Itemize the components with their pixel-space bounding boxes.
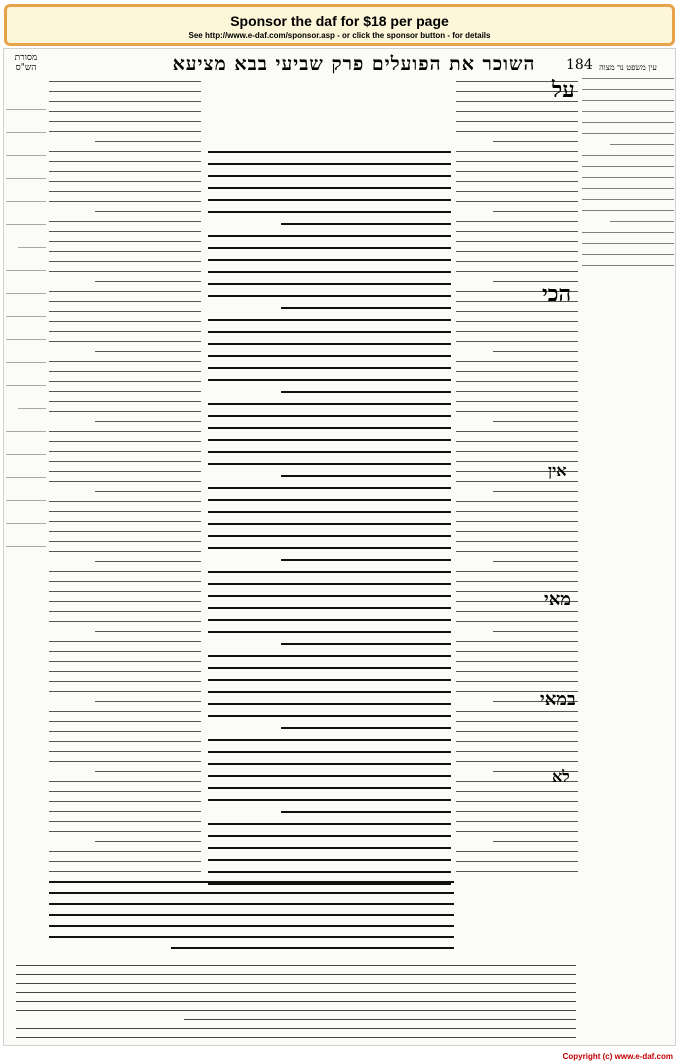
text-line	[49, 811, 201, 812]
text-line	[208, 379, 451, 381]
text-line	[208, 211, 451, 213]
talmud-page	[3, 48, 676, 1046]
text-line	[456, 761, 578, 762]
text-line	[208, 799, 451, 801]
text-line	[582, 111, 674, 112]
text-line	[6, 546, 46, 547]
text-line	[49, 121, 201, 122]
text-line	[456, 331, 578, 332]
text-line	[49, 621, 201, 622]
text-line	[208, 499, 451, 501]
text-line	[456, 721, 578, 722]
text-line	[456, 451, 578, 452]
text-line	[49, 361, 201, 362]
text-line	[208, 763, 451, 765]
text-line	[49, 671, 201, 672]
text-line	[582, 78, 674, 79]
text-line	[456, 751, 578, 752]
text-line	[49, 791, 201, 792]
text-line	[456, 431, 578, 432]
text-line	[582, 89, 674, 90]
text-line	[208, 415, 451, 417]
text-line	[6, 339, 46, 340]
text-line	[610, 144, 674, 145]
text-line	[49, 151, 201, 152]
text-line	[49, 411, 201, 412]
text-line	[49, 591, 201, 592]
text-line	[49, 861, 201, 862]
text-line	[456, 271, 578, 272]
text-line	[456, 231, 578, 232]
text-line	[208, 691, 451, 693]
text-line	[493, 351, 578, 352]
text-line	[49, 571, 201, 572]
text-line	[456, 621, 578, 622]
text-line	[208, 355, 451, 357]
text-line	[49, 391, 201, 392]
text-line	[49, 171, 201, 172]
text-line	[49, 871, 201, 872]
text-line	[281, 223, 451, 225]
text-line	[49, 501, 201, 502]
text-line	[456, 541, 578, 542]
text-line	[49, 221, 201, 222]
text-line	[456, 381, 578, 382]
gemara-column	[208, 151, 451, 916]
text-line	[582, 100, 674, 101]
text-line	[456, 861, 578, 862]
opening-word-mai: מאי	[544, 589, 571, 610]
text-line	[49, 601, 201, 602]
text-line	[281, 643, 451, 645]
text-line	[49, 651, 201, 652]
text-line	[456, 131, 578, 132]
running-header: השוכר את הפועלים פרק שביעי בבא מציעא	[172, 53, 536, 75]
text-line	[49, 925, 454, 927]
text-line	[6, 201, 46, 202]
text-line	[456, 371, 578, 372]
text-line	[16, 1001, 576, 1002]
text-line	[49, 711, 201, 712]
text-line	[49, 101, 201, 102]
text-line	[16, 1028, 576, 1029]
text-line	[49, 191, 201, 192]
text-line	[49, 541, 201, 542]
text-line	[6, 270, 46, 271]
text-line	[49, 301, 201, 302]
text-line	[49, 661, 201, 662]
text-line	[49, 914, 454, 916]
text-line	[208, 199, 451, 201]
text-line	[49, 131, 201, 132]
text-line	[456, 831, 578, 832]
text-line	[6, 500, 46, 501]
text-line	[49, 761, 201, 762]
text-line	[493, 211, 578, 212]
text-line	[49, 531, 201, 532]
text-line	[582, 265, 674, 266]
text-line	[281, 811, 451, 813]
text-line	[6, 431, 46, 432]
text-line	[456, 321, 578, 322]
text-line	[49, 471, 201, 472]
text-line	[582, 166, 674, 167]
text-line	[49, 521, 201, 522]
text-line	[456, 531, 578, 532]
text-line	[456, 731, 578, 732]
text-line	[49, 431, 201, 432]
text-line	[6, 293, 46, 294]
text-line	[49, 892, 454, 894]
text-line	[208, 547, 451, 549]
text-line	[49, 321, 201, 322]
text-line	[49, 721, 201, 722]
text-line	[49, 251, 201, 252]
text-line	[493, 421, 578, 422]
text-line	[16, 965, 576, 966]
text-line	[6, 523, 46, 524]
text-line	[95, 141, 201, 142]
text-line	[456, 821, 578, 822]
text-line	[49, 731, 201, 732]
text-line	[456, 311, 578, 312]
text-line	[208, 451, 451, 453]
text-line	[582, 155, 674, 156]
text-line	[95, 631, 201, 632]
text-line	[49, 331, 201, 332]
sponsor-banner[interactable]	[4, 4, 675, 46]
text-line	[208, 343, 451, 345]
text-line	[6, 385, 46, 386]
text-line	[456, 201, 578, 202]
text-line	[493, 141, 578, 142]
text-line	[208, 187, 451, 189]
text-line	[49, 741, 201, 742]
text-line	[49, 81, 201, 82]
text-line	[208, 859, 451, 861]
text-line	[456, 121, 578, 122]
text-line	[16, 992, 576, 993]
footer-commentary-block	[16, 965, 576, 1045]
text-line	[49, 181, 201, 182]
text-line	[49, 551, 201, 552]
text-line	[6, 132, 46, 133]
text-line	[456, 161, 578, 162]
text-line	[208, 703, 451, 705]
rashi-column	[456, 81, 578, 881]
text-line	[208, 715, 451, 717]
opening-word-la: לא	[552, 767, 570, 786]
text-line	[49, 881, 454, 883]
ein-mishpat-label: עין משפט נר מצוה	[599, 63, 657, 72]
masoret-margin-column	[6, 109, 46, 709]
text-line	[456, 521, 578, 522]
opening-word-eyn: אין	[548, 461, 567, 480]
text-line	[49, 611, 201, 612]
text-line	[456, 111, 578, 112]
text-line	[493, 631, 578, 632]
text-line	[49, 781, 201, 782]
text-line	[49, 451, 201, 452]
text-line	[208, 163, 451, 165]
text-line	[456, 741, 578, 742]
text-line	[281, 475, 451, 477]
text-line	[95, 491, 201, 492]
text-line	[49, 371, 201, 372]
text-line	[582, 243, 674, 244]
text-line	[281, 559, 451, 561]
text-line	[208, 595, 451, 597]
ein-mishpat-column	[582, 63, 674, 273]
text-line	[6, 178, 46, 179]
text-line	[16, 1037, 576, 1038]
text-line	[6, 155, 46, 156]
text-line	[18, 247, 46, 248]
text-line	[456, 411, 578, 412]
text-line	[49, 111, 201, 112]
text-line	[208, 511, 451, 513]
text-line	[281, 727, 451, 729]
text-line	[171, 947, 455, 949]
text-line	[16, 983, 576, 984]
text-line	[49, 691, 201, 692]
text-line	[456, 341, 578, 342]
text-line	[49, 311, 201, 312]
text-line	[6, 454, 46, 455]
text-line	[49, 241, 201, 242]
text-line	[6, 224, 46, 225]
text-line	[582, 177, 674, 178]
text-line	[49, 91, 201, 92]
text-line	[49, 851, 201, 852]
text-line	[49, 261, 201, 262]
masoret-hashas-label: מסורת הש"ס	[14, 53, 38, 73]
text-line	[208, 655, 451, 657]
text-line	[208, 283, 451, 285]
text-line	[49, 201, 201, 202]
text-line	[49, 341, 201, 342]
text-line	[49, 441, 201, 442]
text-line	[208, 583, 451, 585]
text-line	[49, 903, 454, 905]
text-line	[95, 211, 201, 212]
text-line	[49, 271, 201, 272]
text-line	[95, 421, 201, 422]
text-line	[49, 381, 201, 382]
text-line	[208, 847, 451, 849]
daf-number: 184	[566, 57, 593, 73]
text-line	[281, 307, 451, 309]
text-line	[6, 109, 46, 110]
text-line	[493, 841, 578, 842]
text-line	[208, 319, 451, 321]
text-line	[49, 401, 201, 402]
text-line	[49, 291, 201, 292]
text-line	[49, 461, 201, 462]
text-line	[49, 511, 201, 512]
text-line	[208, 175, 451, 177]
text-line	[456, 481, 578, 482]
text-line	[49, 681, 201, 682]
text-line	[456, 171, 578, 172]
text-line	[456, 151, 578, 152]
text-line	[49, 831, 201, 832]
text-line	[208, 823, 451, 825]
text-line	[6, 362, 46, 363]
gemara-bottom-block	[49, 881, 454, 961]
text-line	[493, 491, 578, 492]
text-line	[208, 871, 451, 873]
text-line	[49, 641, 201, 642]
text-line	[208, 151, 451, 153]
opening-word-bemai: במאי	[540, 689, 576, 710]
text-line	[208, 367, 451, 369]
text-line	[456, 791, 578, 792]
text-line	[208, 739, 451, 741]
text-line	[208, 631, 451, 633]
text-line	[49, 231, 201, 232]
text-line	[456, 711, 578, 712]
text-line	[456, 391, 578, 392]
text-line	[456, 611, 578, 612]
text-line	[456, 221, 578, 222]
text-line	[208, 331, 451, 333]
text-line	[184, 1019, 576, 1020]
text-line	[456, 851, 578, 852]
text-line	[208, 259, 451, 261]
text-line	[208, 235, 451, 237]
text-line	[208, 403, 451, 405]
text-line	[456, 801, 578, 802]
text-line	[208, 523, 451, 525]
text-line	[493, 561, 578, 562]
text-line	[456, 551, 578, 552]
text-line	[208, 439, 451, 441]
text-line	[208, 463, 451, 465]
text-line	[208, 535, 451, 537]
text-line	[208, 487, 451, 489]
text-line	[208, 247, 451, 249]
text-line	[456, 871, 578, 872]
text-line	[208, 787, 451, 789]
text-line	[18, 408, 46, 409]
text-line	[208, 679, 451, 681]
text-line	[208, 571, 451, 573]
opening-word-al: על	[552, 77, 575, 103]
text-line	[456, 181, 578, 182]
text-line	[456, 241, 578, 242]
text-line	[16, 974, 576, 975]
text-line	[49, 581, 201, 582]
text-line	[456, 661, 578, 662]
copyright-text: Copyright (c) www.e-daf.com	[562, 1052, 673, 1061]
text-line	[456, 511, 578, 512]
text-line	[95, 561, 201, 562]
text-line	[208, 427, 451, 429]
text-line	[582, 232, 674, 233]
text-line	[95, 281, 201, 282]
text-line	[610, 221, 674, 222]
text-line	[208, 835, 451, 837]
text-line	[456, 251, 578, 252]
text-line	[49, 751, 201, 752]
text-line	[281, 391, 451, 393]
text-line	[49, 161, 201, 162]
text-line	[582, 254, 674, 255]
opening-word-hachi: הכי	[542, 281, 572, 307]
text-line	[208, 607, 451, 609]
text-line	[95, 701, 201, 702]
text-line	[16, 1010, 576, 1011]
text-line	[456, 401, 578, 402]
text-line	[456, 681, 578, 682]
text-line	[208, 667, 451, 669]
text-line	[208, 295, 451, 297]
text-line	[456, 671, 578, 672]
tosafot-column	[49, 81, 201, 881]
text-line	[208, 271, 451, 273]
text-line	[95, 351, 201, 352]
text-line	[582, 199, 674, 200]
text-line	[95, 771, 201, 772]
text-line	[208, 775, 451, 777]
text-line	[95, 841, 201, 842]
text-line	[456, 811, 578, 812]
text-line	[456, 571, 578, 572]
text-line	[456, 641, 578, 642]
text-line	[208, 751, 451, 753]
sponsor-title: Sponsor the daf for $18 per page	[230, 13, 449, 29]
text-line	[456, 441, 578, 442]
text-line	[456, 361, 578, 362]
text-line	[49, 821, 201, 822]
text-line	[582, 133, 674, 134]
text-line	[456, 191, 578, 192]
text-line	[456, 501, 578, 502]
text-line	[49, 481, 201, 482]
text-line	[49, 936, 454, 938]
text-line	[456, 261, 578, 262]
text-line	[456, 581, 578, 582]
text-line	[582, 188, 674, 189]
text-line	[456, 651, 578, 652]
page-header	[4, 53, 675, 79]
text-line	[208, 619, 451, 621]
sponsor-link-text[interactable]: See http://www.e-daf.com/sponsor.asp - or click the sponsor button - for details	[188, 31, 491, 40]
text-line	[49, 801, 201, 802]
text-line	[582, 122, 674, 123]
text-line	[582, 210, 674, 211]
text-line	[6, 316, 46, 317]
text-line	[6, 477, 46, 478]
